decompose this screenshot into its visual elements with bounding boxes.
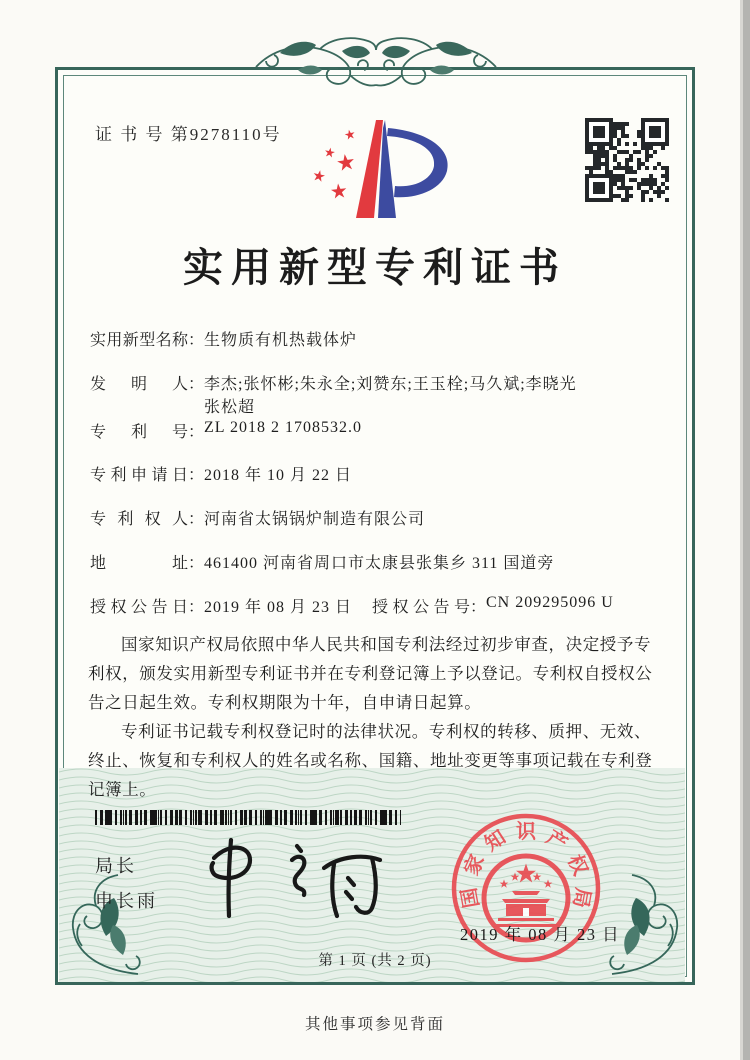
dragon-scroll-ornament-top (250, 30, 502, 104)
field-grant-number (372, 594, 614, 617)
page-number: 第 1 页 (共 2 页) (318, 953, 432, 969)
legal-text (88, 630, 666, 804)
signer-title: 局长 (95, 856, 137, 876)
legal-paragraph-2: 专利证书记载专利权登记时的法律状况。专利权的转移、质押、无效、终止、恢复和专利权人的姓名或名称、国籍、地址变更等事项记载在专利登记簿上。 (88, 722, 653, 799)
field-patentee (90, 506, 670, 529)
seal-char: 权 (563, 851, 592, 879)
field-colon: ： (188, 511, 205, 528)
field-grant-date (90, 594, 670, 617)
field-value: 2018 年 10 月 22 日 (204, 467, 353, 484)
field-label: 发明人 (90, 376, 188, 393)
logo-star-icon: ★ (310, 167, 328, 187)
field-label: 实用新型名称 (90, 332, 188, 349)
field-value: 李杰;张怀彬;朱永全;刘赞东;王玉栓;马久斌;李晓光 张松超 (204, 376, 577, 416)
field-inventors (90, 371, 670, 417)
logo-star-icon: ★ (334, 148, 358, 177)
signer-name: 申长雨 (95, 891, 158, 911)
field-colon: ： (188, 424, 205, 441)
logo-star-icon: ★ (322, 144, 337, 161)
field-colon: ： (188, 599, 205, 616)
cnipa-logo (288, 98, 468, 233)
field-colon: ： (188, 376, 205, 393)
field-label: 专利权人 (90, 511, 188, 528)
field-colon: ： (188, 467, 205, 484)
field-filing-date (90, 462, 670, 485)
field-patent-number (90, 419, 670, 442)
seal-char: 识 (516, 821, 536, 843)
field-label: 授权公告日 (90, 599, 188, 616)
field-value: 2019 年 08 月 23 日 (204, 599, 353, 616)
field-label: 专利申请日 (90, 467, 188, 484)
field-utility-model-name (90, 327, 670, 350)
field-label: 地址 (90, 555, 188, 572)
seal-date: 2019 年 08 月 23 日 (460, 925, 621, 944)
barcode (95, 810, 401, 825)
field-label: 授权公告号 (372, 599, 470, 616)
field-label: 专利号 (90, 424, 188, 441)
seal-char: 产 (542, 826, 571, 856)
seal-char: 知 (481, 826, 510, 856)
field-colon: ： (470, 599, 487, 616)
footer-note: 其他事项参见背面 (304, 1016, 445, 1033)
field-value: 461400 河南省周口市太康县张集乡 311 国道旁 (204, 555, 555, 572)
logo-star-icon: ★ (342, 125, 358, 144)
field-address (90, 550, 670, 573)
field-value: 生物质有机热载体炉 (204, 332, 358, 349)
field-colon: ： (188, 555, 205, 572)
field-value: 河南省太锅锅炉制造有限公司 (204, 511, 426, 528)
certificate-number: 证 书 号 第9278110号 (95, 125, 282, 144)
field-value: ZL 2018 2 1708532.0 (204, 419, 362, 436)
commissioner-signature (196, 830, 396, 922)
seal-char: 局 (568, 885, 594, 910)
page-scan-edge (743, 0, 750, 1060)
seal-char: 家 (460, 851, 489, 879)
seal-char: 国 (458, 885, 484, 910)
legal-paragraph-1: 国家知识产权局依照中华人民共和国专利法经过初步审查，决定授予专利权，颁发实用新型专利证书并在专利登记簿上予以登记。专利权自授权公告之日起生效。专利权期限为十年，自申请日起算。 (88, 635, 653, 712)
field-value-line2: 张松超 (204, 399, 256, 416)
logo-star-icon: ★ (328, 180, 350, 204)
qr-code (585, 118, 669, 202)
field-colon: ： (188, 332, 205, 349)
logo-p-bowl (387, 128, 448, 197)
field-value: CN 209295096 U (486, 594, 614, 611)
certificate-title: 实用新型专利证书 (183, 245, 567, 290)
